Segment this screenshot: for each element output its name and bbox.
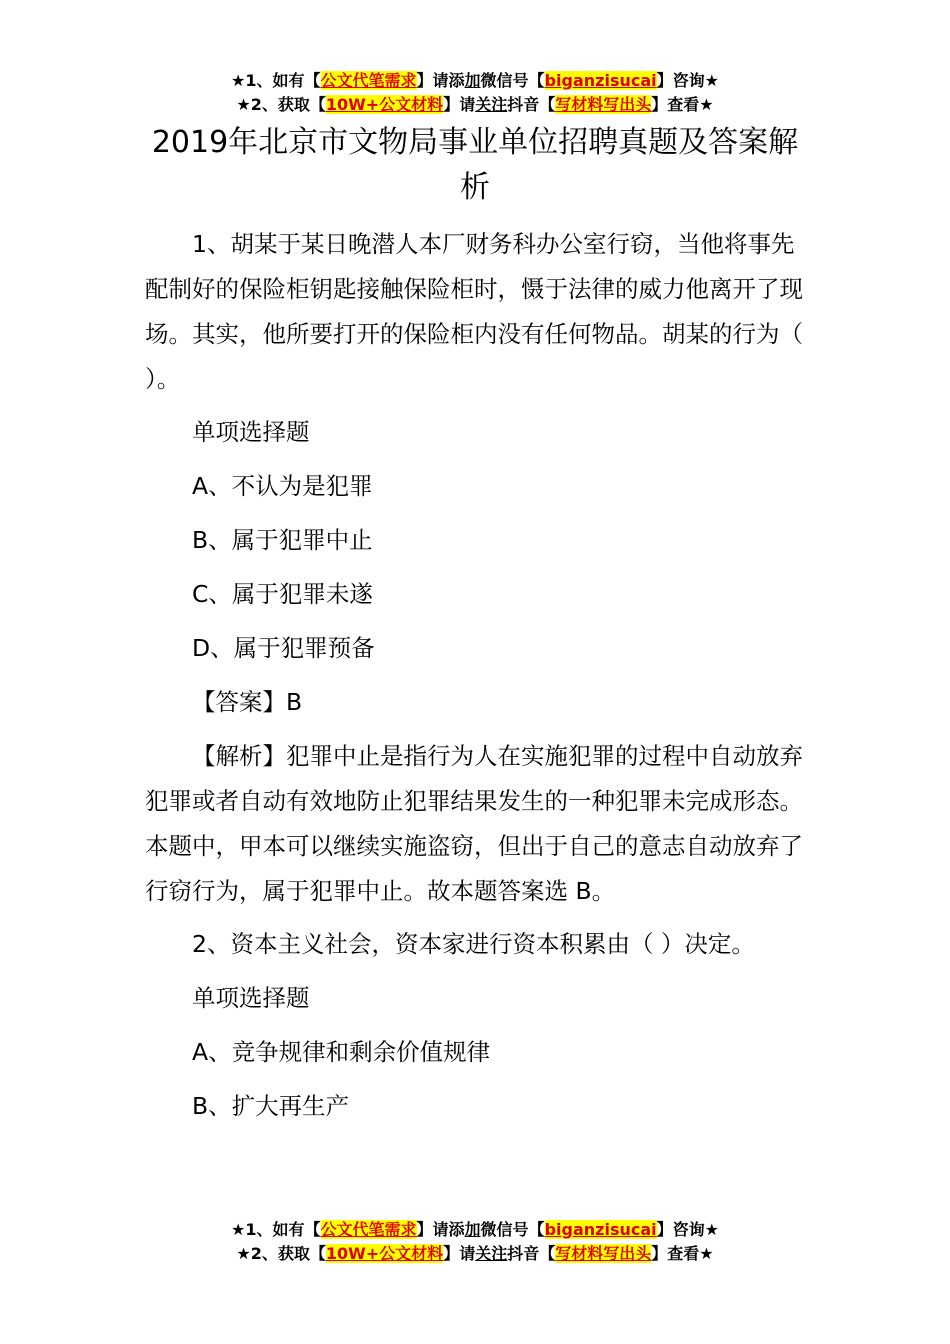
banner-text: 】咨询★ <box>656 71 719 90</box>
banner-text: 】咨询★ <box>656 1220 719 1239</box>
question-1-analysis: 【解析】犯罪中止是指行为人在实施犯罪的过程中自动放弃犯罪或者自动有效地防止犯罪结果发生的一种犯罪未完成形态。本题中，甲本可以继续实施盗窃，但出于自己的意志自动放弃了行窃行为，属于犯罪中止。故本题答案选 B。 <box>145 742 803 905</box>
question-2-stem: 2、资本主义社会，资本家进行资本积累由（ ）决定。 <box>192 930 755 958</box>
banner-text: 】请 <box>443 95 476 114</box>
question-1-answer: 【答案】B <box>192 688 303 716</box>
question-1-option-d: D、属于犯罪预备 <box>192 634 375 662</box>
banner-text: 】请 <box>443 1244 476 1263</box>
question-1-option-a: A、不认为是犯罪 <box>192 472 373 500</box>
banner-highlight: 公文代笔需求 <box>320 1220 417 1239</box>
banner-highlight: 写材料写出头 <box>555 95 652 114</box>
document-body <box>145 222 805 1138</box>
banner-text: 】查看★ <box>651 95 714 114</box>
banner-underline: 关注 <box>475 95 508 114</box>
banner-text: 抖音【 <box>507 1244 556 1263</box>
banner-text: 】请添 <box>416 71 465 90</box>
banner-text: 】查看★ <box>651 1244 714 1263</box>
question-2-option-b: B、扩大再生产 <box>192 1092 350 1120</box>
header-banner <box>0 69 950 117</box>
banner-text: ★2、获取【 <box>236 1244 326 1263</box>
question-2-type: 单项选择题 <box>192 984 310 1012</box>
banner-highlight: biganzisucai <box>544 71 657 90</box>
banner-underline: 加 <box>464 1220 481 1239</box>
banner-line-1 <box>0 1218 950 1242</box>
question-1-type: 单项选择题 <box>192 418 310 446</box>
banner-highlight: 10W+公文材料 <box>325 1244 444 1263</box>
question-1-option-b: B、属于犯罪中止 <box>192 526 373 554</box>
banner-text: 微信号【 <box>480 71 545 90</box>
banner-text: ★1、如有【 <box>231 1220 321 1239</box>
banner-line-2 <box>0 1242 950 1266</box>
banner-line-2 <box>0 93 950 117</box>
banner-text: ★2、获取【 <box>236 95 326 114</box>
footer-banner <box>0 1218 950 1266</box>
question-1-stem: 1、胡某于某日晚潜人本厂财务科办公室行窃，当他将事先配制好的保险柜钥匙接触保险柜时，慑于法律的威力他离开了现场。其实，他所要打开的保险柜内没有任何物品。胡某的行为（ ）。 <box>145 230 803 393</box>
banner-underline: 关注 <box>475 1244 508 1263</box>
question-2-option-a: A、竞争规律和剩余价值规律 <box>192 1038 491 1066</box>
banner-highlight: 公文代笔需求 <box>320 71 417 90</box>
banner-text: 微信号【 <box>480 1220 545 1239</box>
banner-underline: 加 <box>464 71 481 90</box>
banner-text: 】请添 <box>416 1220 465 1239</box>
banner-highlight: 写材料写出头 <box>555 1244 652 1263</box>
question-1-option-c: C、属于犯罪未遂 <box>192 580 373 608</box>
banner-highlight: biganzisucai <box>544 1220 657 1239</box>
banner-text: ★1、如有【 <box>231 71 321 90</box>
banner-line-1 <box>0 69 950 93</box>
banner-text: 抖音【 <box>507 95 556 114</box>
document-title: 2019年北京市文物局事业单位招聘真题及答案解析 <box>151 125 799 205</box>
banner-highlight: 10W+公文材料 <box>325 95 444 114</box>
